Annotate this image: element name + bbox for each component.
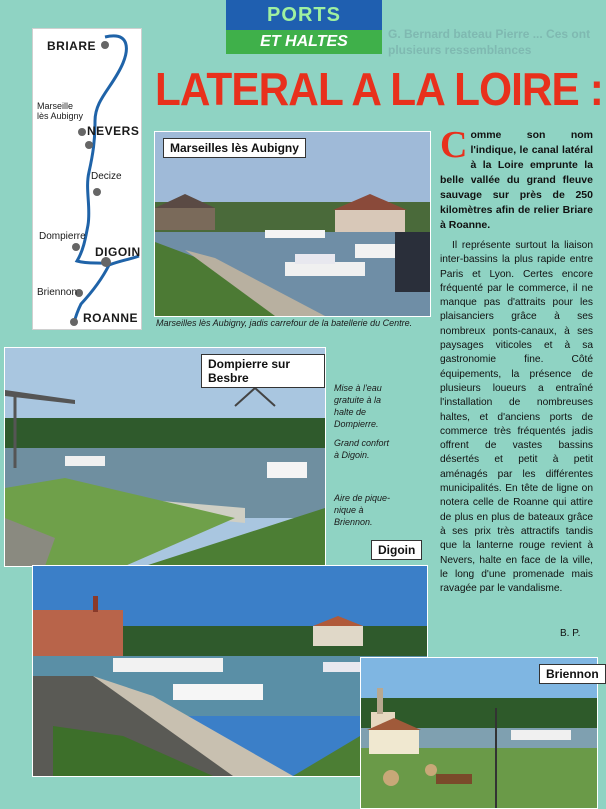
side-caption-briennon: Aire de pique-nique à Briennon.: [334, 493, 391, 527]
side-caption-dompierre: Mise à l'eau gratuite à la halte de Dompierre.: [334, 383, 382, 429]
photo-label-briennon: Briennon: [539, 664, 606, 684]
map-label-briare: BRIARE: [47, 39, 97, 53]
map-label-marseille: Marseille lès Aubigny: [37, 101, 84, 121]
route-line-graphic: [33, 29, 141, 329]
bleed-through-text: G. Bernard bateau Pierre ... Ces ont plusieurs ressemblances: [388, 27, 591, 57]
article-lead: [440, 124, 593, 233]
photo-caption-marseilles: Marseilles lès Aubigny, jadis carrefour de la batellerie du Centre.: [156, 318, 413, 328]
article-column: [440, 124, 593, 596]
photo-briennon-halte: [360, 657, 598, 809]
article-lead-text: omme son nom l'indique, le canal latéral à la Loire emprunte la belle vallée du grand fleuve sauvage sur près de 250 kilomètres afin de relier Briare à Roanne.: [440, 129, 593, 231]
map-label-nevers: NEVERS: [87, 124, 140, 138]
photo-label-marseilles: Marseilles lès Aubigny: [163, 138, 306, 158]
page-title: LATERAL A LA LOIRE :: [155, 63, 603, 115]
canal-route-map: [32, 28, 142, 330]
map-label-briennon: Briennon: [37, 287, 78, 298]
map-label-digoin: DIGOIN: [95, 245, 141, 259]
section-header-ports: PORTS: [226, 0, 382, 30]
map-label-decize: Decize: [91, 171, 122, 182]
side-caption-digoin: Grand confort à Digoin.: [334, 438, 390, 460]
map-label-dompierre: Dompierre: [39, 231, 86, 242]
map-label-roanne: ROANNE: [83, 311, 139, 325]
photo-label-digoin: Digoin: [371, 540, 422, 560]
marina-image: [155, 132, 430, 316]
article-signature: B. P.: [560, 628, 581, 639]
photo-label-dompierre: Dompierre sur Besbre: [201, 354, 325, 388]
photo-dompierre-halte: [4, 347, 326, 567]
article-body: Il représente surtout la liaison inter-bassins la plus rapide entre Paris et Lyon. Certes encore fréquenté par le commerce, il ne manque pas d'attraits pour les plaisanciers grâce à ses nombreux ponts-canaux, à ses paysages viticoles et à sa gastronomie fine. Côté équipements, la présence de plusieurs loueurs a entraîné l'installation de nombreuses haltes, et d'anciens ports de commerce très fréquentés jadis offrent de vastes bassins désertés et petit à petit aménagés par les différentes municipalités. En tête de ligne on notera celle de Roanne qui attire de plus en plus de bateaux grâce à ses prix très attractifs tandis que la lanterne rouge revient à Nevers, halte en face de la ville, le long d'une promenade mais ravagée par le vandalisme.: [440, 240, 593, 595]
drop-cap-letter: C: [440, 124, 468, 166]
photo-marseilles-port: [154, 131, 431, 317]
section-header-haltes: ET HALTES: [226, 30, 382, 54]
